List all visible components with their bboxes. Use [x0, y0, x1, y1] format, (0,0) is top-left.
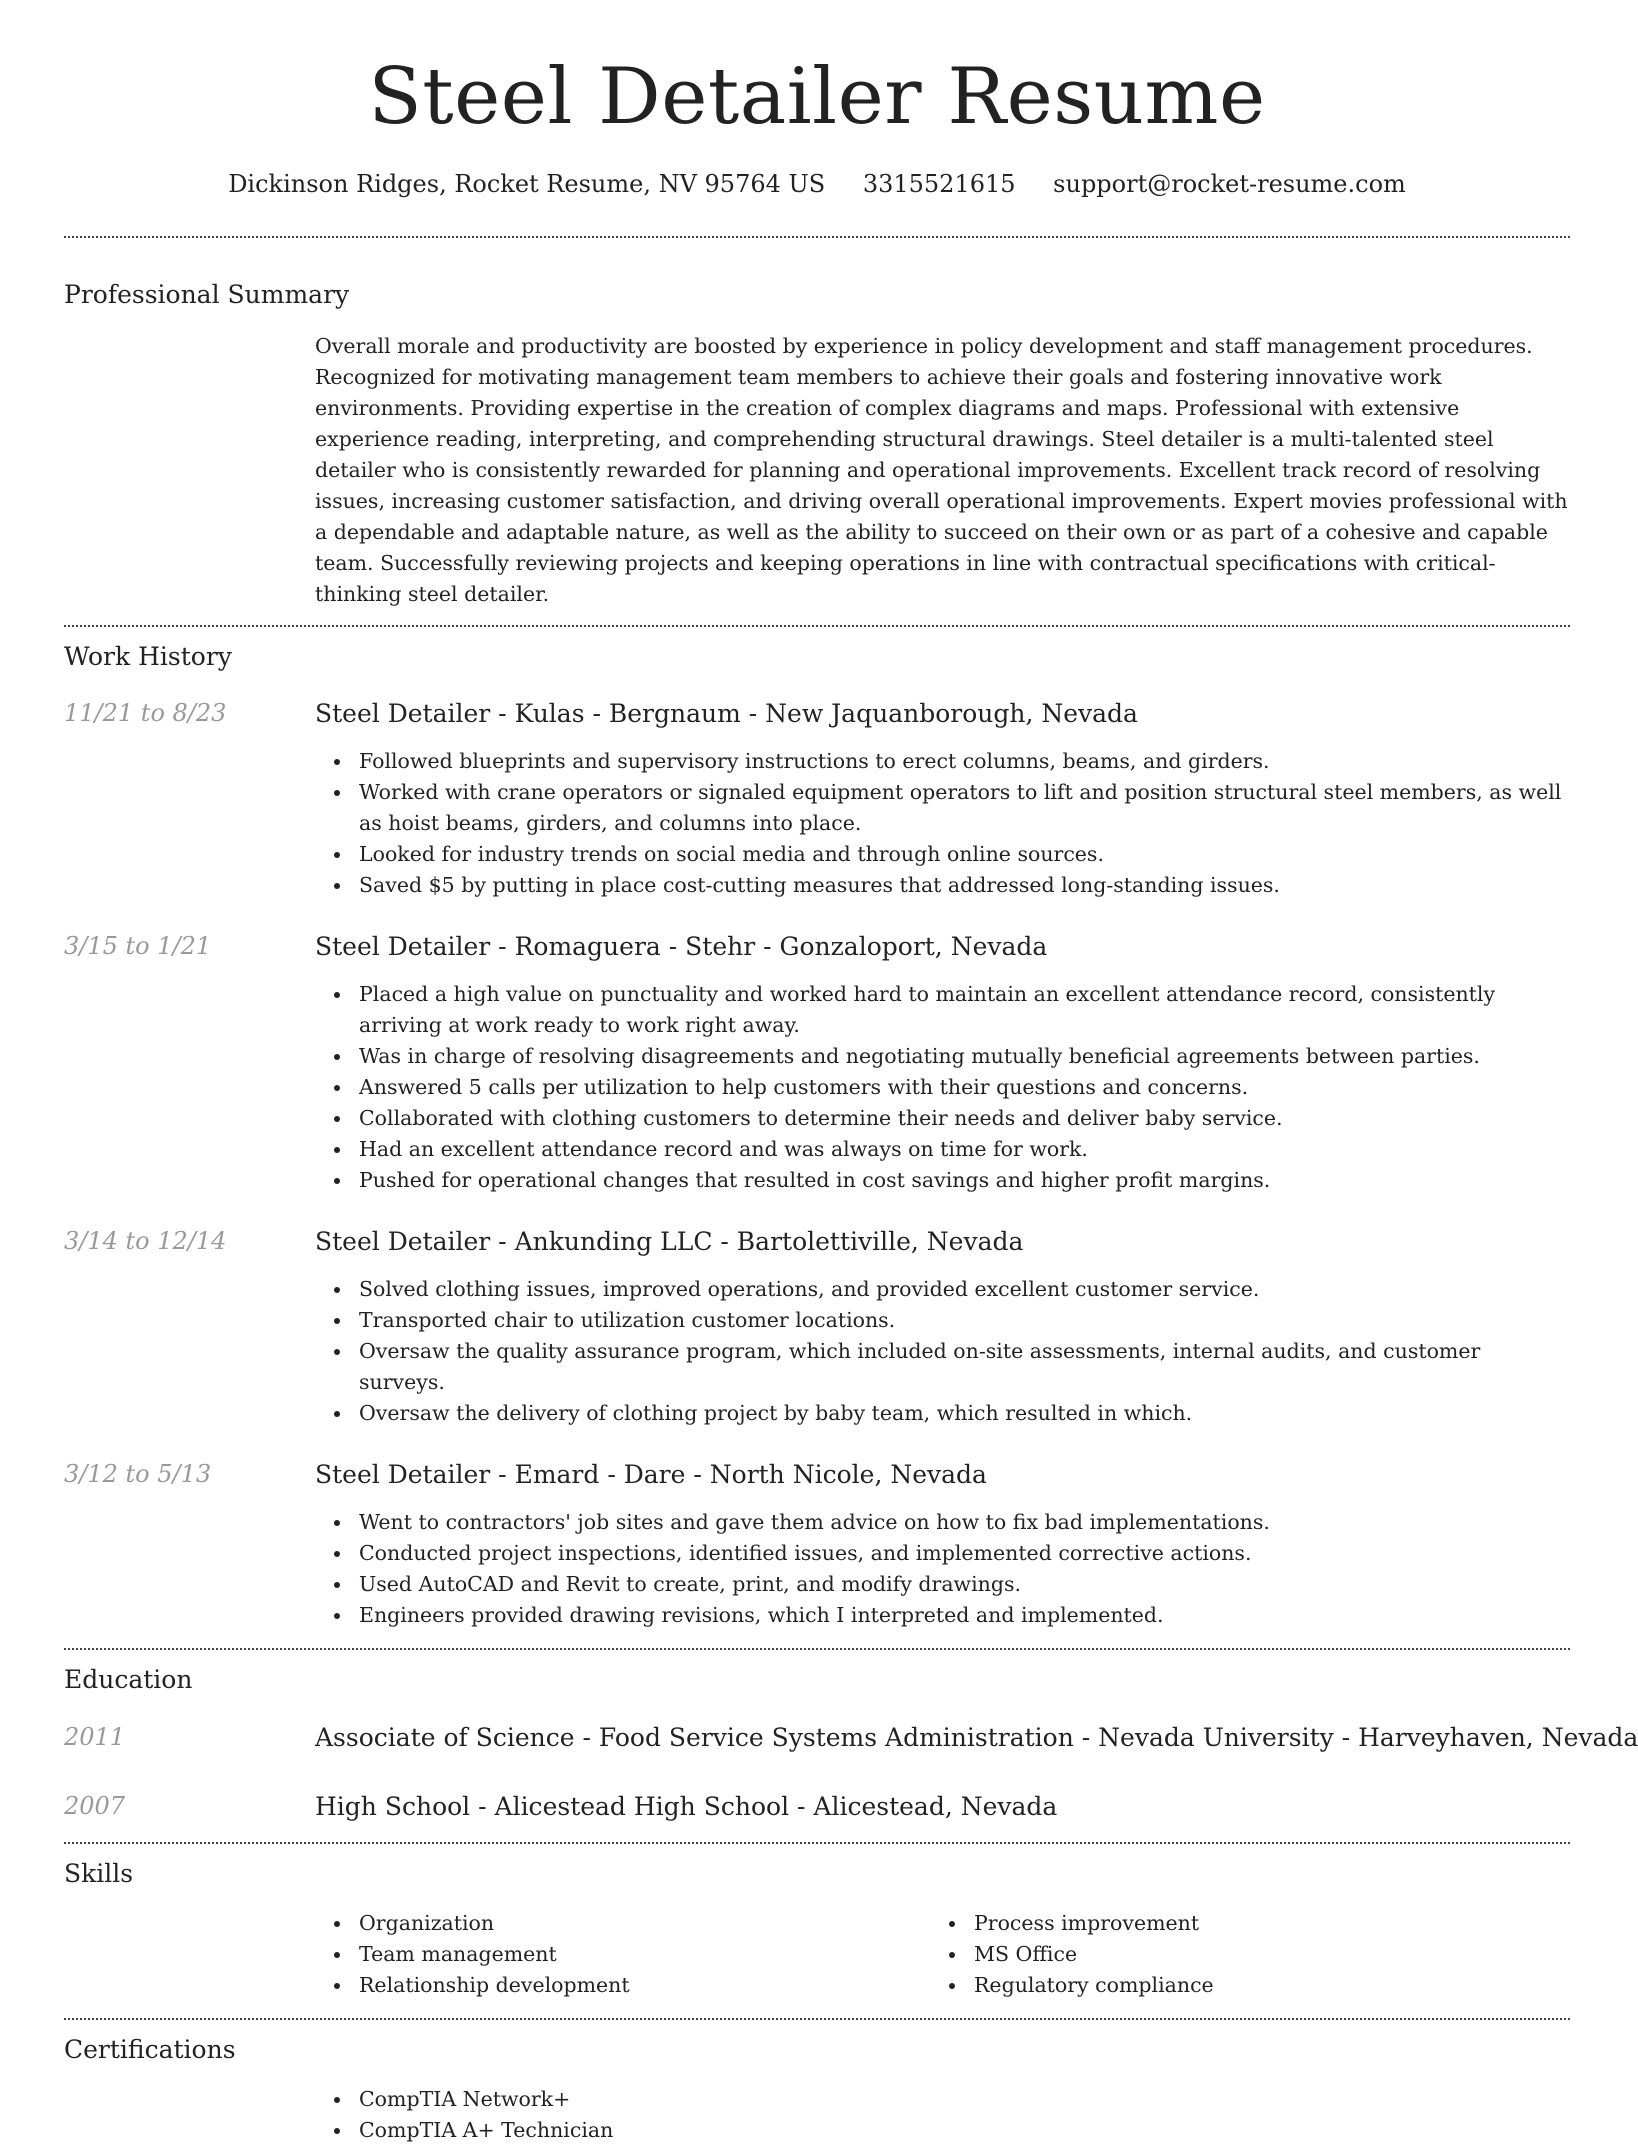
- list-item: Relationship development: [315, 1970, 930, 2001]
- education-title: Associate of Science - Food Service Systems Administration - Nevada University - Harveyhaven, Nevada: [315, 1723, 1638, 1752]
- list-item: Oversaw the quality assurance program, which included on-site assessments, internal audits, and customer surveys.: [315, 1336, 1570, 1398]
- list-item: Followed blueprints and supervisory instructions to erect columns, beams, and girders.: [315, 746, 1570, 777]
- list-item: CompTIA A+ Technician: [315, 2115, 1570, 2146]
- education-year: 2007: [64, 1792, 126, 1820]
- education-entry: [64, 1794, 1570, 1819]
- list-item: Team management: [315, 1939, 930, 1970]
- resume-page: [64, 0, 1638, 2146]
- job-dates: 3/15 to 1/21: [64, 932, 212, 960]
- section-title-summary: Professional Summary: [64, 280, 350, 309]
- list-item: CompTIA Network+: [315, 2084, 1570, 2115]
- education-year: 2011: [64, 1723, 126, 1751]
- education-title: High School - Alicestead High School - Alicestead, Nevada: [315, 1792, 1058, 1821]
- job-title: Steel Detailer - Kulas - Bergnaum - New Jaquanborough, Nevada: [315, 699, 1138, 728]
- skills-column: [930, 1908, 1545, 2001]
- list-item: Collaborated with clothing customers to determine their needs and deliver baby service.: [315, 1103, 1570, 1134]
- education-entry: [64, 1723, 1638, 1752]
- list-item: Had an excellent attendance record and was always on time for work.: [315, 1134, 1570, 1165]
- list-item: Conducted project inspections, identified issues, and implemented corrective actions.: [315, 1538, 1570, 1569]
- list-item: Placed a high value on punctuality and worked hard to maintain an excellent attendance record, consistently arriving at work ready to work right away.: [315, 979, 1570, 1041]
- contact-email: support@rocket-resume.com: [1053, 170, 1406, 198]
- job-dates: 3/14 to 12/14: [64, 1227, 227, 1255]
- divider: [64, 625, 1570, 627]
- job-entry: [64, 1229, 1570, 1429]
- list-item: Was in charge of resolving disagreements and negotiating mutually beneficial agreements between parties.: [315, 1041, 1570, 1072]
- section-title-work: Work History: [64, 642, 232, 671]
- divider: [64, 236, 1570, 238]
- list-item: Looked for industry trends on social media and through online sources.: [315, 839, 1570, 870]
- job-bullets: [315, 979, 1570, 1196]
- job-bullets: [315, 1507, 1570, 1631]
- summary-text: Overall morale and productivity are boosted by experience in policy development and staff management procedures. Recognized for motivating management team members to achieve their goals and fostering innovative work environments. Providing expertise in the creation of complex diagrams and maps. Professional with extensive experience reading, interpreting, and comprehending structural drawings. Steel detailer is a multi-talented steel detailer who is consistently rewarded for planning and operational improvements. Excellent track record of resolving issues, increasing customer satisfaction, and driving overall operational improvements. Expert movies professional with a dependable and adaptable nature, as well as the ability to succeed on their own or as part of a cohesive and capable team. Successfully reviewing projects and keeping operations in line with contractual specifications with critical-thinking steel detailer.: [315, 334, 1568, 606]
- section-title-skills: Skills: [64, 1859, 134, 1888]
- job-title: Steel Detailer - Ankunding LLC - Bartolettiville, Nevada: [315, 1227, 1024, 1256]
- section-title-certifications: Certifications: [64, 2035, 236, 2064]
- list-item: Pushed for operational changes that resulted in cost savings and higher profit margins.: [315, 1165, 1570, 1196]
- job-bullets: [315, 1274, 1570, 1429]
- contact-phone: 3315521615: [862, 170, 1016, 198]
- job-title: Steel Detailer - Emard - Dare - North Nicole, Nevada: [315, 1460, 987, 1489]
- contact-address: Dickinson Ridges, Rocket Resume, NV 95764 US: [228, 170, 826, 198]
- contact-line: [64, 170, 1570, 198]
- list-item: Used AutoCAD and Revit to create, print, and modify drawings.: [315, 1569, 1570, 1600]
- divider: [64, 1842, 1570, 1844]
- list-item: Oversaw the delivery of clothing project by baby team, which resulted in which.: [315, 1398, 1570, 1429]
- job-bullets: [315, 746, 1570, 901]
- skills-column: [315, 1908, 930, 2001]
- job-title: Steel Detailer - Romaguera - Stehr - Gonzaloport, Nevada: [315, 932, 1048, 961]
- job-dates: 11/21 to 8/23: [64, 699, 227, 727]
- list-item: Solved clothing issues, improved operations, and provided excellent customer service.: [315, 1274, 1570, 1305]
- job-entry: [64, 1462, 1570, 1631]
- list-item: Organization: [315, 1908, 930, 1939]
- certifications-list: [315, 2084, 1570, 2146]
- job-entry: [64, 701, 1570, 901]
- list-item: Saved $5 by putting in place cost-cutting measures that addressed long-standing issues.: [315, 870, 1570, 901]
- section-title-education: Education: [64, 1665, 193, 1694]
- list-item: Answered 5 calls per utilization to help customers with their questions and concerns.: [315, 1072, 1570, 1103]
- list-item: MS Office: [930, 1939, 1545, 1970]
- list-item: Transported chair to utilization customer locations.: [315, 1305, 1570, 1336]
- skills-list: [315, 1908, 1570, 2001]
- divider: [64, 1648, 1570, 1650]
- list-item: Process improvement: [930, 1908, 1545, 1939]
- list-item: Went to contractors' job sites and gave them advice on how to fix bad implementations.: [315, 1507, 1570, 1538]
- list-item: Regulatory compliance: [930, 1970, 1545, 2001]
- job-entry: [64, 934, 1570, 1196]
- resume-title: Steel Detailer Resume: [368, 52, 1266, 142]
- list-item: Worked with crane operators or signaled equipment operators to lift and position structural steel members, as well as hoist beams, girders, and columns into place.: [315, 777, 1570, 839]
- divider: [64, 2018, 1570, 2020]
- list-item: Engineers provided drawing revisions, which I interpreted and implemented.: [315, 1600, 1570, 1631]
- job-dates: 3/12 to 5/13: [64, 1460, 212, 1488]
